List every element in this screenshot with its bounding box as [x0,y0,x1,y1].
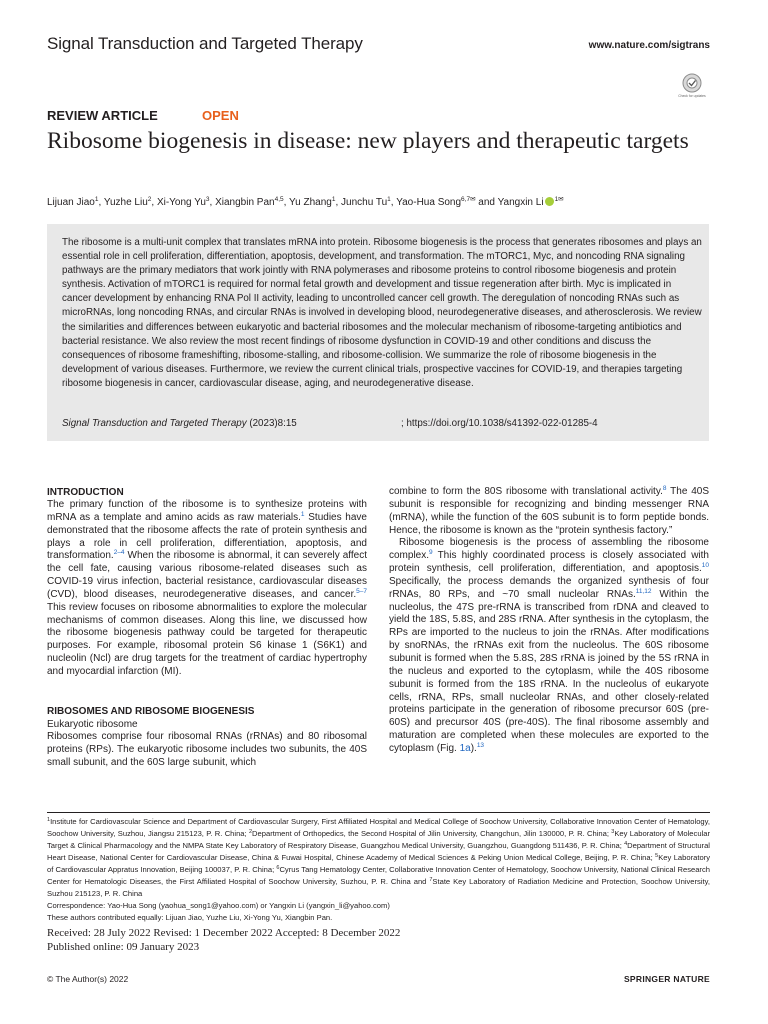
author-name[interactable]: Yao-Hua Song [396,197,462,208]
author-name[interactable]: Lijuan Jiao [47,197,95,208]
author-affiliation-marker: 6,7✉ [461,196,476,203]
author-name[interactable]: Yuzhe Liu [103,197,148,208]
affiliation-text: Department of Orthopedics, the Second Hospital of Jilin University, Changchun, Jilin 130000, P. R. China; [252,829,612,838]
affiliation-text: Department of Structural Heart Disease, National Center for Cardiovascular Disease, China & Fuwai Hospital, Chinese Academy of Medical Sciences & Peking Union Medical College, Beijing, P. R. China; [47,841,710,862]
author-affiliation-marker: 3 [205,196,210,203]
reference-citation[interactable]: 1 [300,510,305,518]
author-affiliation-marker: 2 [147,196,152,203]
text-run: This review focuses on ribosome abnormalities to explore the molecular mechanisms of common diseases. Along this line, we discussed how the ribosome biogenesis pathway could be targeted for therapeutic purposes. For example, ribosomal protein S6 kinase 1 (S6K1) and nucleolin (Ncl) are drug targets for the treatment of cardiac hypertrophy and myocardial infarction (MI). [47,601,367,677]
reference-citation[interactable]: 9 [429,549,433,557]
subsection-heading-eukaryotic: Eukaryotic ribosome [47,718,138,730]
ribosome-paragraph [47,731,367,770]
equal-contribution-note: These authors contributed equally: Lijuan Jiao, Yuzhe Liu, Xi-Yong Yu, Xiangbin Pan. [47,913,333,922]
intro-paragraph [47,499,367,679]
published-online: Published online: 09 January 2023 [47,941,200,953]
reference-citation[interactable]: 10 [701,562,709,570]
reference-citation[interactable]: 8 [662,485,667,492]
author-name[interactable]: Yangxin Li [497,197,544,208]
footnote-divider [47,812,710,813]
body-column-left [47,486,367,769]
text-run: Ribosome biogenesis is the process of assembling the ribosome complex. [389,537,709,562]
affiliation-number: 1 [47,817,51,823]
correspondence: Correspondence: Yao-Hua Song (yaohua_song1@yahoo.com) or Yangxin Li (yangxin_li@yahoo.com) [47,901,390,910]
affiliation-number: 7 [429,877,433,883]
text-run: Within the nucleolus, the 47S pre-rRNA is transcribed from rDNA and cleaved to yield the 18S, 5.8S, and 28S rRNA. After synthesis in the cytoplasm, the RPs are imported to the nucleus to join the rRNAs. After modifications by snoRNAs, the rRNAs exit from the nucleolus. The 60S ribosome subunit is formed when the 5.8S, 28S rRNA is joined by the 5S rRNA in the nucleus and exported to the cytoplasm, while the 40S ribosome subunit is formed from the 18S rRNA. In the nucleolus of eukaryote cells, rRNA, RPs, small nucleolar RNAs, and other closely-related proteins participate in the generation of ribosome precursor 60S (pre-60S) and precursor 40S (pre-40S). The final ribosome assembly and maturation are completed when these molecules are exported to the cytoplasm (Fig. [389,588,710,754]
reference-citation[interactable]: 11,12 [635,587,652,595]
citation-line [62,417,692,431]
affiliation-number: 2 [248,829,253,835]
figure-link[interactable]: 1a [459,742,471,754]
text-run: ). [470,742,477,754]
journal-url-link[interactable]: www.nature.com/sigtrans [588,40,710,51]
reference-citation[interactable]: 2–4 [113,549,125,557]
section-heading-introduction: INTRODUCTION [47,487,124,498]
open-access-label: OPEN [202,108,239,123]
copyright: © The Author(s) 2022 [47,974,129,984]
section-heading-ribosomes: RIBOSOMES AND RIBOSOME BIOGENESIS [47,705,255,717]
author-affiliation-marker: 4,5 [274,196,284,203]
text-run: Studies have demonstrated that the ribosome affects the rate of protein synthesis and plays a role in cell proliferation, differentiation, apoptosis, and transformation. [47,511,367,562]
text-run: The 40S subunit is responsible for recognizing and binding messenger RNA (mRNA), while the function of the 60S subunit is to form peptide bonds. Hence, the ribosome is known as the “protein synthesis factory.” [389,486,709,536]
article-title: Ribosome biogenesis in disease: new players and therapeutic targets [47,128,689,154]
affiliation-number: 6 [276,865,280,871]
abstract-text: The ribosome is a multi-unit complex that translates mRNA into protein. Ribosome biogenesis is the process that generates ribosomes and plays an essential role in cell proliferation, differentiation, apoptosis, development, and transformation. The mTORC1, Myc, and noncoding RNA signaling pathways are the primary mediators that work jointly with RNA polymerases and ribosome proteins to control ribosome biogenesis and protein synthesis. Activation of mTORC1 is required for normal fetal growth and development and tissue regeneration after birth. Myc is implicated in cancer development by enhancing RNA Pol II activity, leading to uncontrolled cancer cell growth. The deregulation of noncoding RNAs such as microRNAs, long noncoding RNAs, and circular RNAs is involved in developing blood, neurodegenerative diseases, and atherosclerosis. We review the similarities and differences between eukaryotic and bacterial ribosomes and the molecular mechanism of ribosome-targeting antibiotics and bacterial resistance. We also review the most recent findings of ribosome dysfunction in COVID-19 and other conditions and discuss the consequences of ribosome frameshifting, ribosome-stalling, and ribosome-collision. We summarize the role of ribosome biogenesis in the development of various diseases. Furthermore, we review the current clinical trials, prospective vaccines for COVID-19, and therapies targeting ribosome biogenesis in cancer, cardiovascular disease, aging, and neurodegenerative disease. [62,237,702,389]
affiliation-text: Cyrus Tang Hematology Center, Collaborative Innovation Center of Hematology, Soochow University, National Clinical Research Center for Hematologic Diseases, the First Affiliated Hospital of Soochow University, Suzhou, P. R. China and [47,865,710,886]
check-badge-label: Check for updates [678,94,706,98]
author-name[interactable]: Xiangbin Pan [215,197,275,208]
author-name[interactable]: Junchu Tu [341,197,388,208]
abstract-box [47,224,709,441]
author-name[interactable]: Yu Zhang [289,197,332,208]
orcid-icon[interactable] [545,197,554,206]
check-for-updates-icon[interactable] [678,73,706,104]
author-affiliation-marker: 1 [331,196,336,203]
received-revised-accepted: Received: 28 July 2022 Revised: 1 December 2022 Accepted: 8 December 2022 [47,927,401,939]
journal-name: Signal Transduction and Targeted Therapy [47,34,363,53]
affiliation-text: Key Laboratory of Molecular Target & Clinical Pharmacology and the NMPA State Key Laboratory of Respiratory Disease, Guangzhou Medical University, Guangzhou, Guangdong 511436, P. R. China; [47,829,710,850]
affiliation-number: 4 [624,841,628,847]
article-dates [47,926,400,954]
author-affiliation-marker: 1 [387,196,391,203]
text-run: combine to form the 80S ribosome with translational activity. [389,486,663,497]
reference-citation[interactable]: 5–7 [356,587,367,595]
text-run: Ribosomes comprise four ribosomal RNAs (rRNAs) and 80 ribosomal proteins (RPs). The eukaryotic ribosome includes two subunits, the 40S small subunit, and the 60S large subunit, which [47,730,367,768]
publisher-logo: SPRINGER NATURE [623,974,710,984]
affiliation-number: 5 [655,853,659,859]
affiliation-text: State Key Laboratory of Radiation Medicine and Protection, Soochow University, Suzhou 215123, P. R. China [47,877,710,898]
reference-citation[interactable]: 13 [476,741,485,749]
affiliation-number: 3 [611,829,615,835]
citation-journal: Signal Transduction and Targeted Therapy [62,418,247,429]
affiliation-text: Institute for Cardiovascular Science and Department of Cardiovascular Surgery, First Affiliated Hospital and Medical College of Soochow University, Collaborative Innovation Center of Hematology, Soochow University, Suzhou, Jiangsu 215123, P. R. China; [47,817,710,838]
citation-volume: (2023)8:15 [246,418,297,429]
affiliations [47,816,710,900]
footnotes [47,816,710,924]
affiliation-text: Key Laboratory of Cardiovascular Appratus Innovation, Beijing 100037, P. R. China; [47,853,710,874]
biogenesis-paragraph [389,537,709,755]
article-type: REVIEW ARTICLE [47,108,158,123]
text-run: Specifically, the process demands the organized synthesis of four rRNAs, 80 RPs, and ~70 small nucleolar RNAs. [389,575,709,600]
ribosome-paragraph-continued [389,486,709,537]
body-column-right [389,486,709,756]
text-run: The primary function of the ribosome is to synthesize proteins with mRNA as a template and amino acids as raw materials. [47,499,367,523]
text-run: This highly coordinated process is closely associated with protein synthesis, cell proliferation, differentiation, and apoptosis. [389,550,709,575]
author-affiliation-marker: 1✉ [554,196,564,203]
doi-link[interactable]: ; https://doi.org/10.1038/s41392-022-01285-4 [401,418,598,429]
author-affiliation-marker: 1 [94,196,99,203]
text-run: When the ribosome is abnormal, it can severely affect the cell fate, causing various ribosome-related diseases such as COVID-19 virus infection, bacterial resistance, cardiovascular diseases (CVD), blood diseases, neurodegenerative diseases, and cancer. [47,550,367,600]
author-list: Lijuan Jiao$^1$, Yuzhe Liu$^2$, Xi-Yong Yu$^3$, Xiangbin Pan$^{4,5}$, Yu Zhang$^1$, Junchu Tu$^1$, Yao-Hua Song$^{6,7✉}$ and Yangxin Li $^{1✉}$ [47,196,564,208]
author-name[interactable]: Xi-Yong Yu [156,197,206,208]
